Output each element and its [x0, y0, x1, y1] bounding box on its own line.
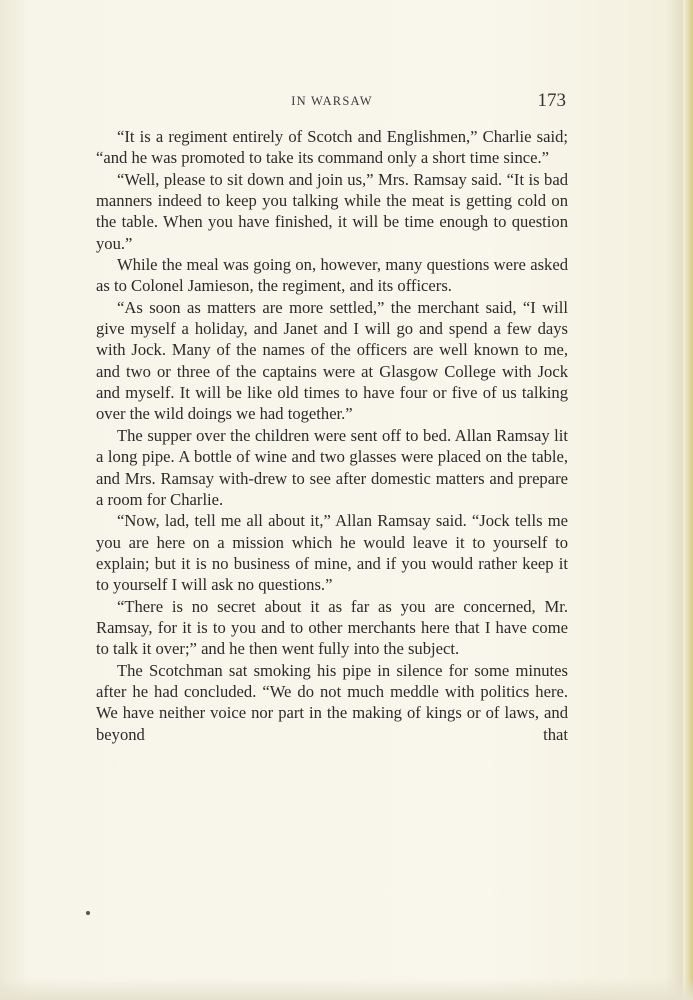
ink-speck [86, 911, 90, 915]
paragraph: The Scotchman sat smoking his pipe in silence for some minutes after he had concluded. “We do not much meddle with politics here. We have neither voice nor part in the making of kings or of laws, and beyond that [96, 660, 568, 744]
paragraph: The supper over the children were sent off to bed. Allan Ramsay lit a long pipe. A bottle of wine and two glasses were placed on the table, and Mrs. Ramsay with-drew to see after domestic matters and prepare a room for Charlie. [96, 425, 568, 509]
paragraph: “Now, lad, tell me all about it,” Allan Ramsay said. “Jock tells me you are here on a mission which he would leave it to yourself to explain; but it is no business of mine, and if you would rather keep it to yourself I will ask no questions.” [96, 511, 568, 595]
paragraph: “As soon as matters are more settled,” the merchant said, “I will give myself a holiday, and Janet and I will go and spend a few days with Jock. Many of the names of the officers are well known to me, and two or three of the captains were at Glasgow College with Jock and myself. It will be like old times to have four or five of us talking over the wild doings we had together.” [96, 297, 568, 424]
paragraph: While the meal was going on, however, many questions were asked as to Colonel Jamieson, the regiment, and its officers. [96, 255, 568, 296]
page-edge [683, 0, 693, 1000]
running-head-title: IN WARSAW [291, 94, 373, 108]
running-head [96, 90, 568, 116]
body-text [96, 126, 568, 745]
paragraph: “Well, please to sit down and join us,” Mrs. Ramsay said. “It is bad manners indeed to keep you talking while the meat is getting cold on the table. When you have finished, it will be time enough to question you.” [96, 169, 568, 253]
paragraph: “There is no secret about it as far as you are concerned, Mr. Ramsay, for it is to you and to other merchants here that I have come to talk it over;” and he then went fully into the subject. [96, 596, 568, 659]
page-number: 173 [537, 90, 566, 111]
bottom-shadow [0, 978, 693, 1000]
paragraph: “It is a regiment entirely of Scotch and Englishmen,” Charlie said; “and he was promoted to take its command only a short time since.” [96, 127, 568, 168]
